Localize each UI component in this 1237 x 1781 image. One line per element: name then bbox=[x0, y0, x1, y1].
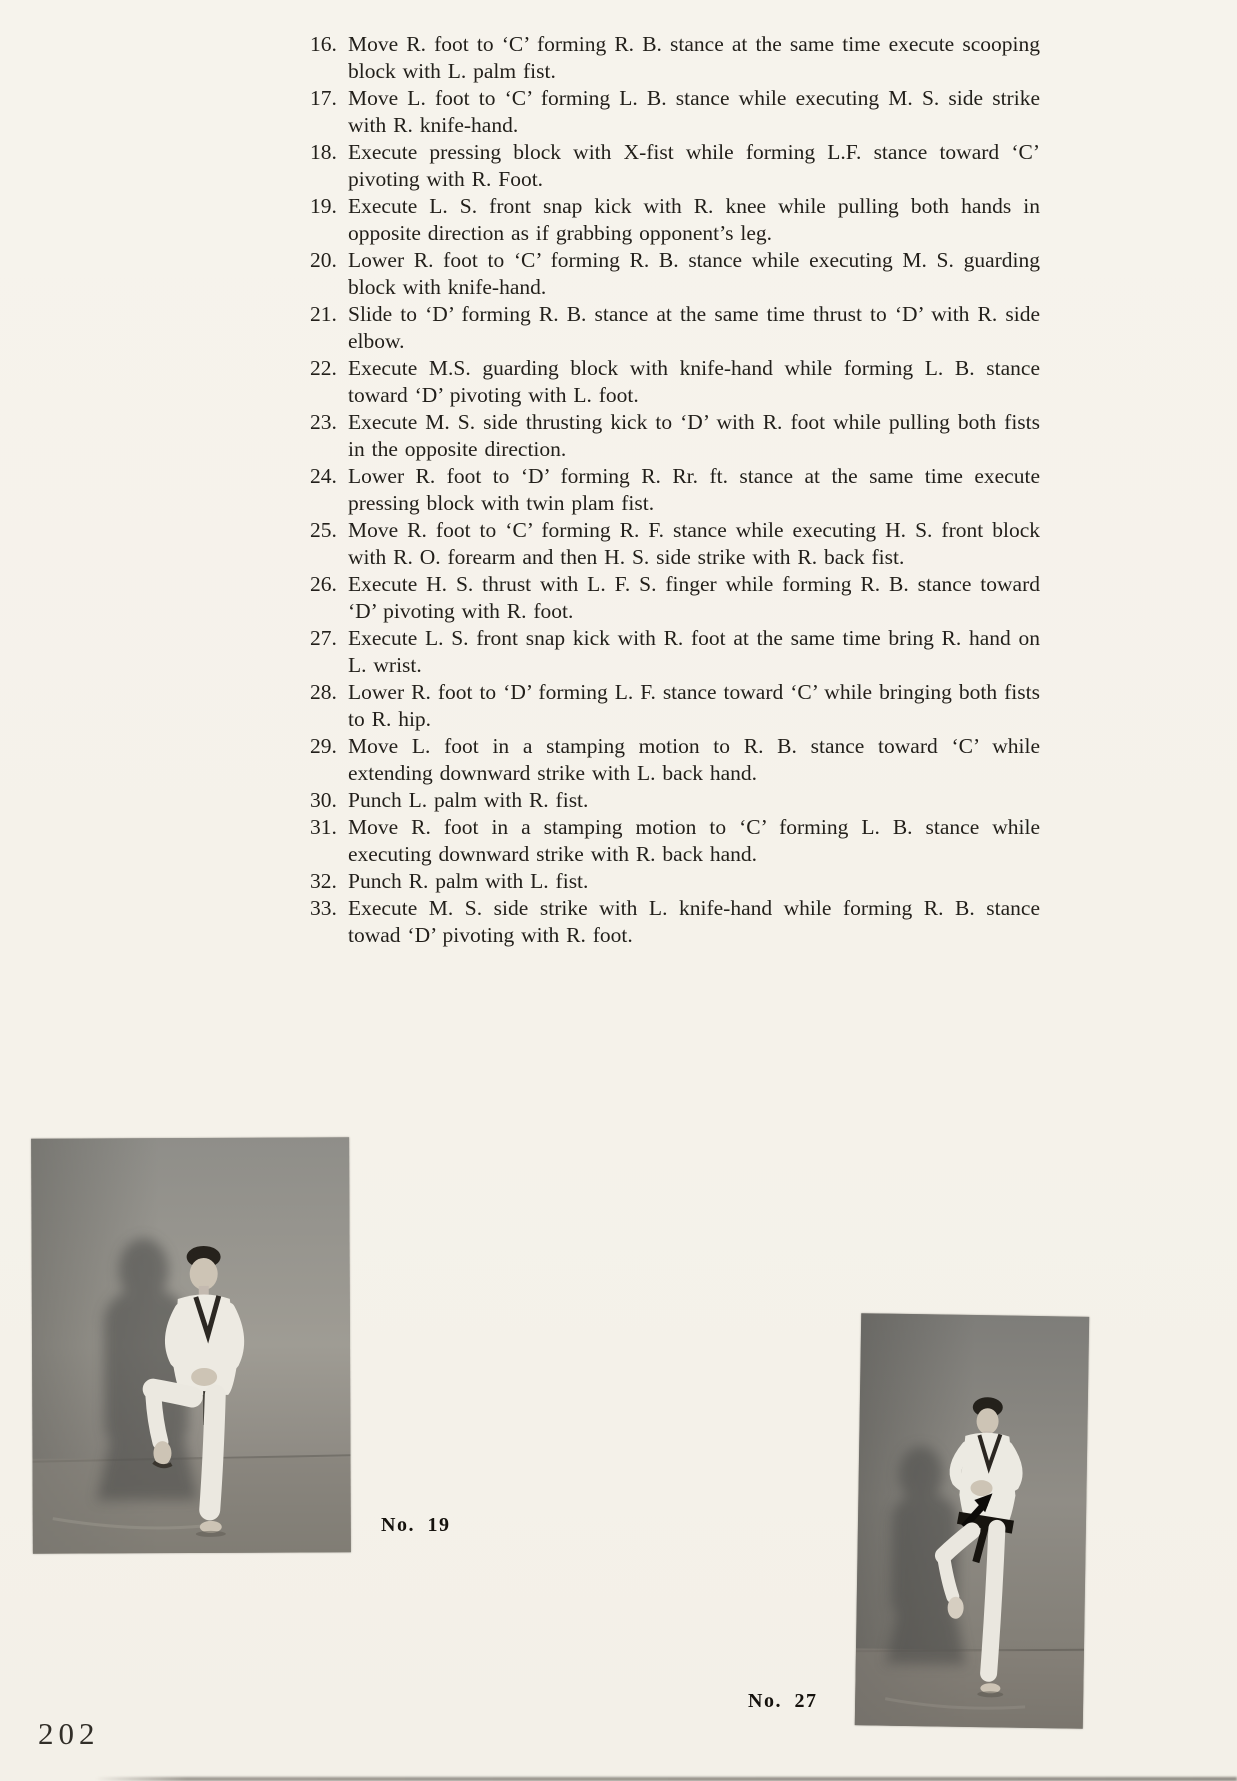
caption-text: No. 19 bbox=[381, 1514, 451, 1536]
item-number: 20. bbox=[310, 248, 337, 272]
item-number: 25. bbox=[310, 518, 337, 542]
instruction-item bbox=[310, 895, 1040, 949]
photo-caption-27 bbox=[748, 1690, 817, 1713]
instruction-item bbox=[310, 517, 1040, 571]
instruction-item bbox=[310, 733, 1040, 787]
scan-edge-shadow bbox=[95, 1777, 1237, 1781]
item-number: 22. bbox=[310, 356, 337, 380]
page-number: 202 bbox=[38, 1716, 100, 1751]
karate-knee-raise-illustration bbox=[31, 1137, 351, 1553]
instruction-item bbox=[310, 247, 1040, 301]
item-text: Execute M. S. side thrusting kick to ‘D’ with R. foot while pulling both fists in the opposite direction. bbox=[348, 410, 1040, 461]
item-number: 26. bbox=[310, 572, 337, 596]
instruction-item bbox=[310, 814, 1040, 868]
instruction-item bbox=[310, 463, 1040, 517]
instruction-item bbox=[310, 301, 1040, 355]
photo-figure-19 bbox=[31, 1137, 351, 1553]
instruction-item bbox=[310, 355, 1040, 409]
item-text: Execute pressing block with X-fist while forming L.F. stance toward ‘C’ pivoting with R. Foot. bbox=[348, 140, 1040, 191]
item-number: 19. bbox=[310, 194, 337, 218]
instruction-item bbox=[310, 868, 1040, 895]
item-text: Punch L. palm with R. fist. bbox=[348, 788, 589, 812]
item-number: 16. bbox=[310, 32, 337, 56]
caption-text: No. 27 bbox=[748, 1690, 818, 1712]
instruction-item bbox=[310, 193, 1040, 247]
item-text: Punch R. palm with L. fist. bbox=[348, 869, 589, 893]
item-number: 33. bbox=[310, 896, 337, 920]
instruction-item bbox=[310, 31, 1040, 85]
item-number: 21. bbox=[310, 302, 337, 326]
item-number: 30. bbox=[310, 788, 337, 812]
item-number: 28. bbox=[310, 680, 337, 704]
instruction-item bbox=[310, 571, 1040, 625]
karate-kick-chamber-illustration bbox=[855, 1313, 1089, 1729]
instruction-item bbox=[310, 409, 1040, 463]
item-text: Move L. foot in a stamping motion to R. B. stance toward ‘C’ while extending downward strike with L. back hand. bbox=[348, 734, 1040, 785]
item-text: Execute L. S. front snap kick with R. foot at the same time bring R. hand on L. wrist. bbox=[348, 626, 1040, 677]
item-text: Move R. foot to ‘C’ forming R. F. stance while executing H. S. front block with R. O. forearm and then H. S. side strike with R. back fist. bbox=[348, 518, 1040, 569]
item-text: Lower R. foot to ‘D’ forming R. Rr. ft. stance at the same time execute pressing block with twin plam fist. bbox=[348, 464, 1040, 515]
instruction-item bbox=[310, 679, 1040, 733]
instruction-item bbox=[310, 139, 1040, 193]
instruction-list bbox=[310, 31, 1040, 949]
item-text: Slide to ‘D’ forming R. B. stance at the same time thrust to ‘D’ with R. side elbow. bbox=[348, 302, 1040, 353]
item-number: 32. bbox=[310, 869, 337, 893]
item-text: Move R. foot to ‘C’ forming R. B. stance at the same time execute scooping block with L. palm fist. bbox=[348, 32, 1040, 83]
item-number: 18. bbox=[310, 140, 337, 164]
item-text: Lower R. foot to ‘C’ forming R. B. stance while executing M. S. guarding block with knife-hand. bbox=[348, 248, 1040, 299]
item-number: 17. bbox=[310, 86, 337, 110]
item-text: Move R. foot in a stamping motion to ‘C’ forming L. B. stance while executing downward strike with R. back hand. bbox=[348, 815, 1040, 866]
item-text: Move L. foot to ‘C’ forming L. B. stance while executing M. S. side strike with R. knife-hand. bbox=[348, 86, 1040, 137]
item-number: 29. bbox=[310, 734, 337, 758]
instruction-item bbox=[310, 625, 1040, 679]
photo-figure-27 bbox=[855, 1313, 1089, 1729]
item-text: Execute H. S. thrust with L. F. S. finger while forming R. B. stance toward ‘D’ pivoting with R. foot. bbox=[348, 572, 1040, 623]
item-number: 31. bbox=[310, 815, 337, 839]
item-number: 24. bbox=[310, 464, 337, 488]
instruction-item bbox=[310, 85, 1040, 139]
item-text: Execute L. S. front snap kick with R. knee while pulling both hands in opposite direction as if grabbing opponent’s leg. bbox=[348, 194, 1040, 245]
item-number: 23. bbox=[310, 410, 337, 434]
item-text: Execute M.S. guarding block with knife-hand while forming L. B. stance toward ‘D’ pivoting with L. foot. bbox=[348, 356, 1040, 407]
instruction-item bbox=[310, 787, 1040, 814]
photo-caption-19 bbox=[381, 1514, 450, 1537]
item-number: 27. bbox=[310, 626, 337, 650]
item-text: Lower R. foot to ‘D’ forming L. F. stance toward ‘C’ while bringing both fists to R. hip. bbox=[348, 680, 1040, 731]
item-text: Execute M. S. side strike with L. knife-hand while forming R. B. stance towad ‘D’ pivoting with R. foot. bbox=[348, 896, 1040, 947]
